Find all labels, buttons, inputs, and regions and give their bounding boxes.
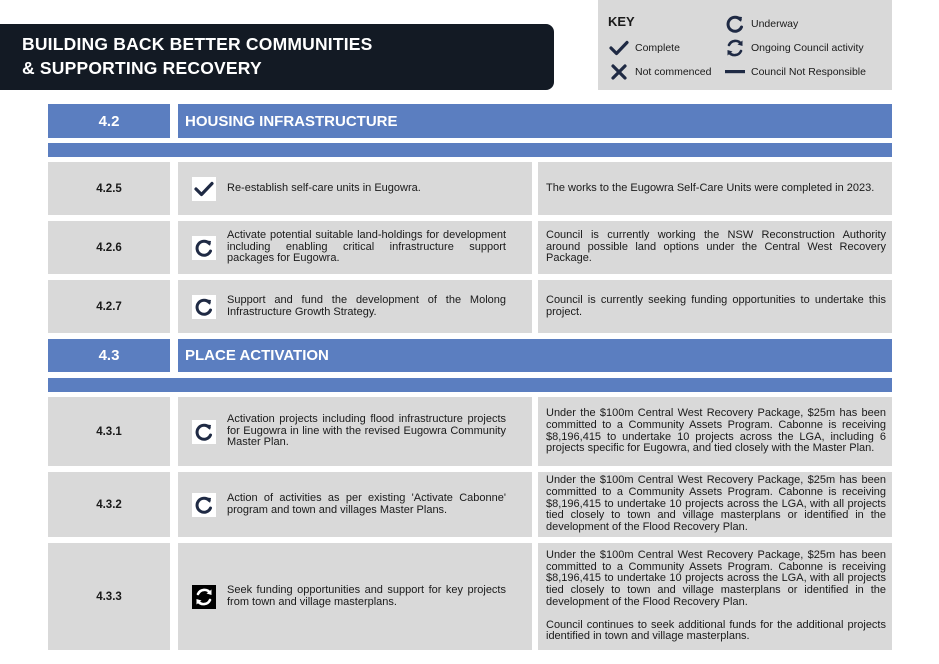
key-label-not-commenced: Not commenced (635, 66, 712, 78)
status-cell (538, 472, 892, 537)
page-title-line-2: & SUPPORTING RECOVERY (22, 58, 262, 78)
underway-icon (192, 420, 216, 444)
page-title-line-1: BUILDING BACK BETTER COMMUNITIES (22, 34, 373, 54)
status-cell (538, 280, 892, 333)
row-id: 4.2.6 (48, 221, 170, 274)
underway-icon (724, 14, 746, 34)
key-label-complete: Complete (635, 42, 680, 54)
action-text: Re-establish self-care units in Eugowra. (227, 181, 421, 194)
action-cell (178, 162, 532, 215)
action-cell (178, 472, 532, 537)
section-number: 4.3 (48, 339, 170, 372)
key-label-not-responsible: Council Not Responsible (751, 66, 866, 78)
status-cell (538, 397, 892, 466)
action-text: Activation projects including flood infrastructure projects for Eugowra in line with the revised Eugowra Community Master Plan. (227, 412, 506, 449)
action-text: Seek funding opportunities and support for key projects from town and village masterplans. (227, 583, 506, 608)
action-text: Support and fund the development of the Molong Infrastructure Growth Strategy. (227, 293, 506, 318)
status-update-text: Under the $100m Central West Recovery Package, $25m has been committed to a Community Assets Program. Cabonne is receiving $8,196,415 to undertake 10 projects across the LGA, including 6 projects specific for Eugowra, and tied closely with the Master Plan. (546, 406, 886, 455)
status-cell (538, 162, 892, 215)
action-cell (178, 221, 532, 274)
row-id: 4.3.1 (48, 397, 170, 466)
check-icon (192, 177, 216, 201)
action-text: Action of activities as per existing 'Activate Cabonne' program and town and villages Master Plans. (227, 491, 506, 516)
key-item-complete (608, 38, 680, 58)
status-update-text-2: Council continues to seek additional funds for the additional projects identified in town and village masterplans. (546, 618, 886, 643)
status-update-text: Under the $100m Central West Recovery Package, $25m has been committed to a Community Assets Program. Cabonne is receiving $8,196,415 to undertake 10 projects across the LGA, with all projects tied closely to town and village masterplans or identified in the development of the Flood Recovery Plan. (546, 474, 886, 534)
row-id: 4.3.3 (48, 543, 170, 650)
status-update-text: Council is currently seeking funding opportunities to undertake this project. (546, 293, 886, 318)
key-label-underway: Underway (751, 18, 799, 30)
status-cell (538, 221, 892, 274)
key-label-ongoing: Ongoing Council activity (751, 42, 864, 54)
section-title: HOUSING INFRASTRUCTURE (178, 104, 892, 138)
page-title-banner (0, 24, 554, 90)
key-item-not-commenced (608, 62, 711, 82)
underway-icon (192, 236, 216, 260)
row-id: 4.2.5 (48, 162, 170, 215)
action-cell (178, 543, 532, 650)
underway-icon (192, 493, 216, 517)
action-text: Activate potential suitable land-holdings for development including enabling critical infrastructure support packages for Eugowra. (227, 228, 506, 265)
section-divider (48, 143, 892, 157)
check-icon (608, 38, 630, 58)
section-title: PLACE ACTIVATION (178, 339, 892, 372)
section-number: 4.2 (48, 104, 170, 138)
status-cell (538, 543, 892, 650)
ongoing-icon (724, 38, 746, 58)
key-item-underway (724, 14, 798, 34)
key-title: KEY (608, 14, 635, 29)
row-id: 4.2.7 (48, 280, 170, 333)
status-update-text: The works to the Eugowra Self-Care Units were completed in 2023. (546, 181, 875, 194)
key-item-ongoing (724, 38, 864, 58)
ongoing-icon (192, 585, 216, 609)
action-cell (178, 397, 532, 466)
status-update-text: Council is currently working the NSW Reconstruction Authority around possible land options under the Central West Recovery Package. (546, 228, 886, 265)
status-update-block (546, 550, 886, 644)
dash-icon (724, 62, 746, 82)
cross-icon (608, 62, 630, 82)
row-id: 4.3.2 (48, 472, 170, 537)
action-cell (178, 280, 532, 333)
key-item-not-responsible (724, 62, 866, 82)
status-key (598, 0, 892, 90)
section-divider (48, 378, 892, 392)
underway-icon (192, 295, 216, 319)
status-update-text: Under the $100m Central West Recovery Package, $25m has been committed to a Community Assets Program. Cabonne is receiving $8,196,415 to undertake 10 projects across the LGA, with all projects tied closely to town and village masterplans or identified in the development of the Flood Recovery Plan. (546, 548, 886, 608)
